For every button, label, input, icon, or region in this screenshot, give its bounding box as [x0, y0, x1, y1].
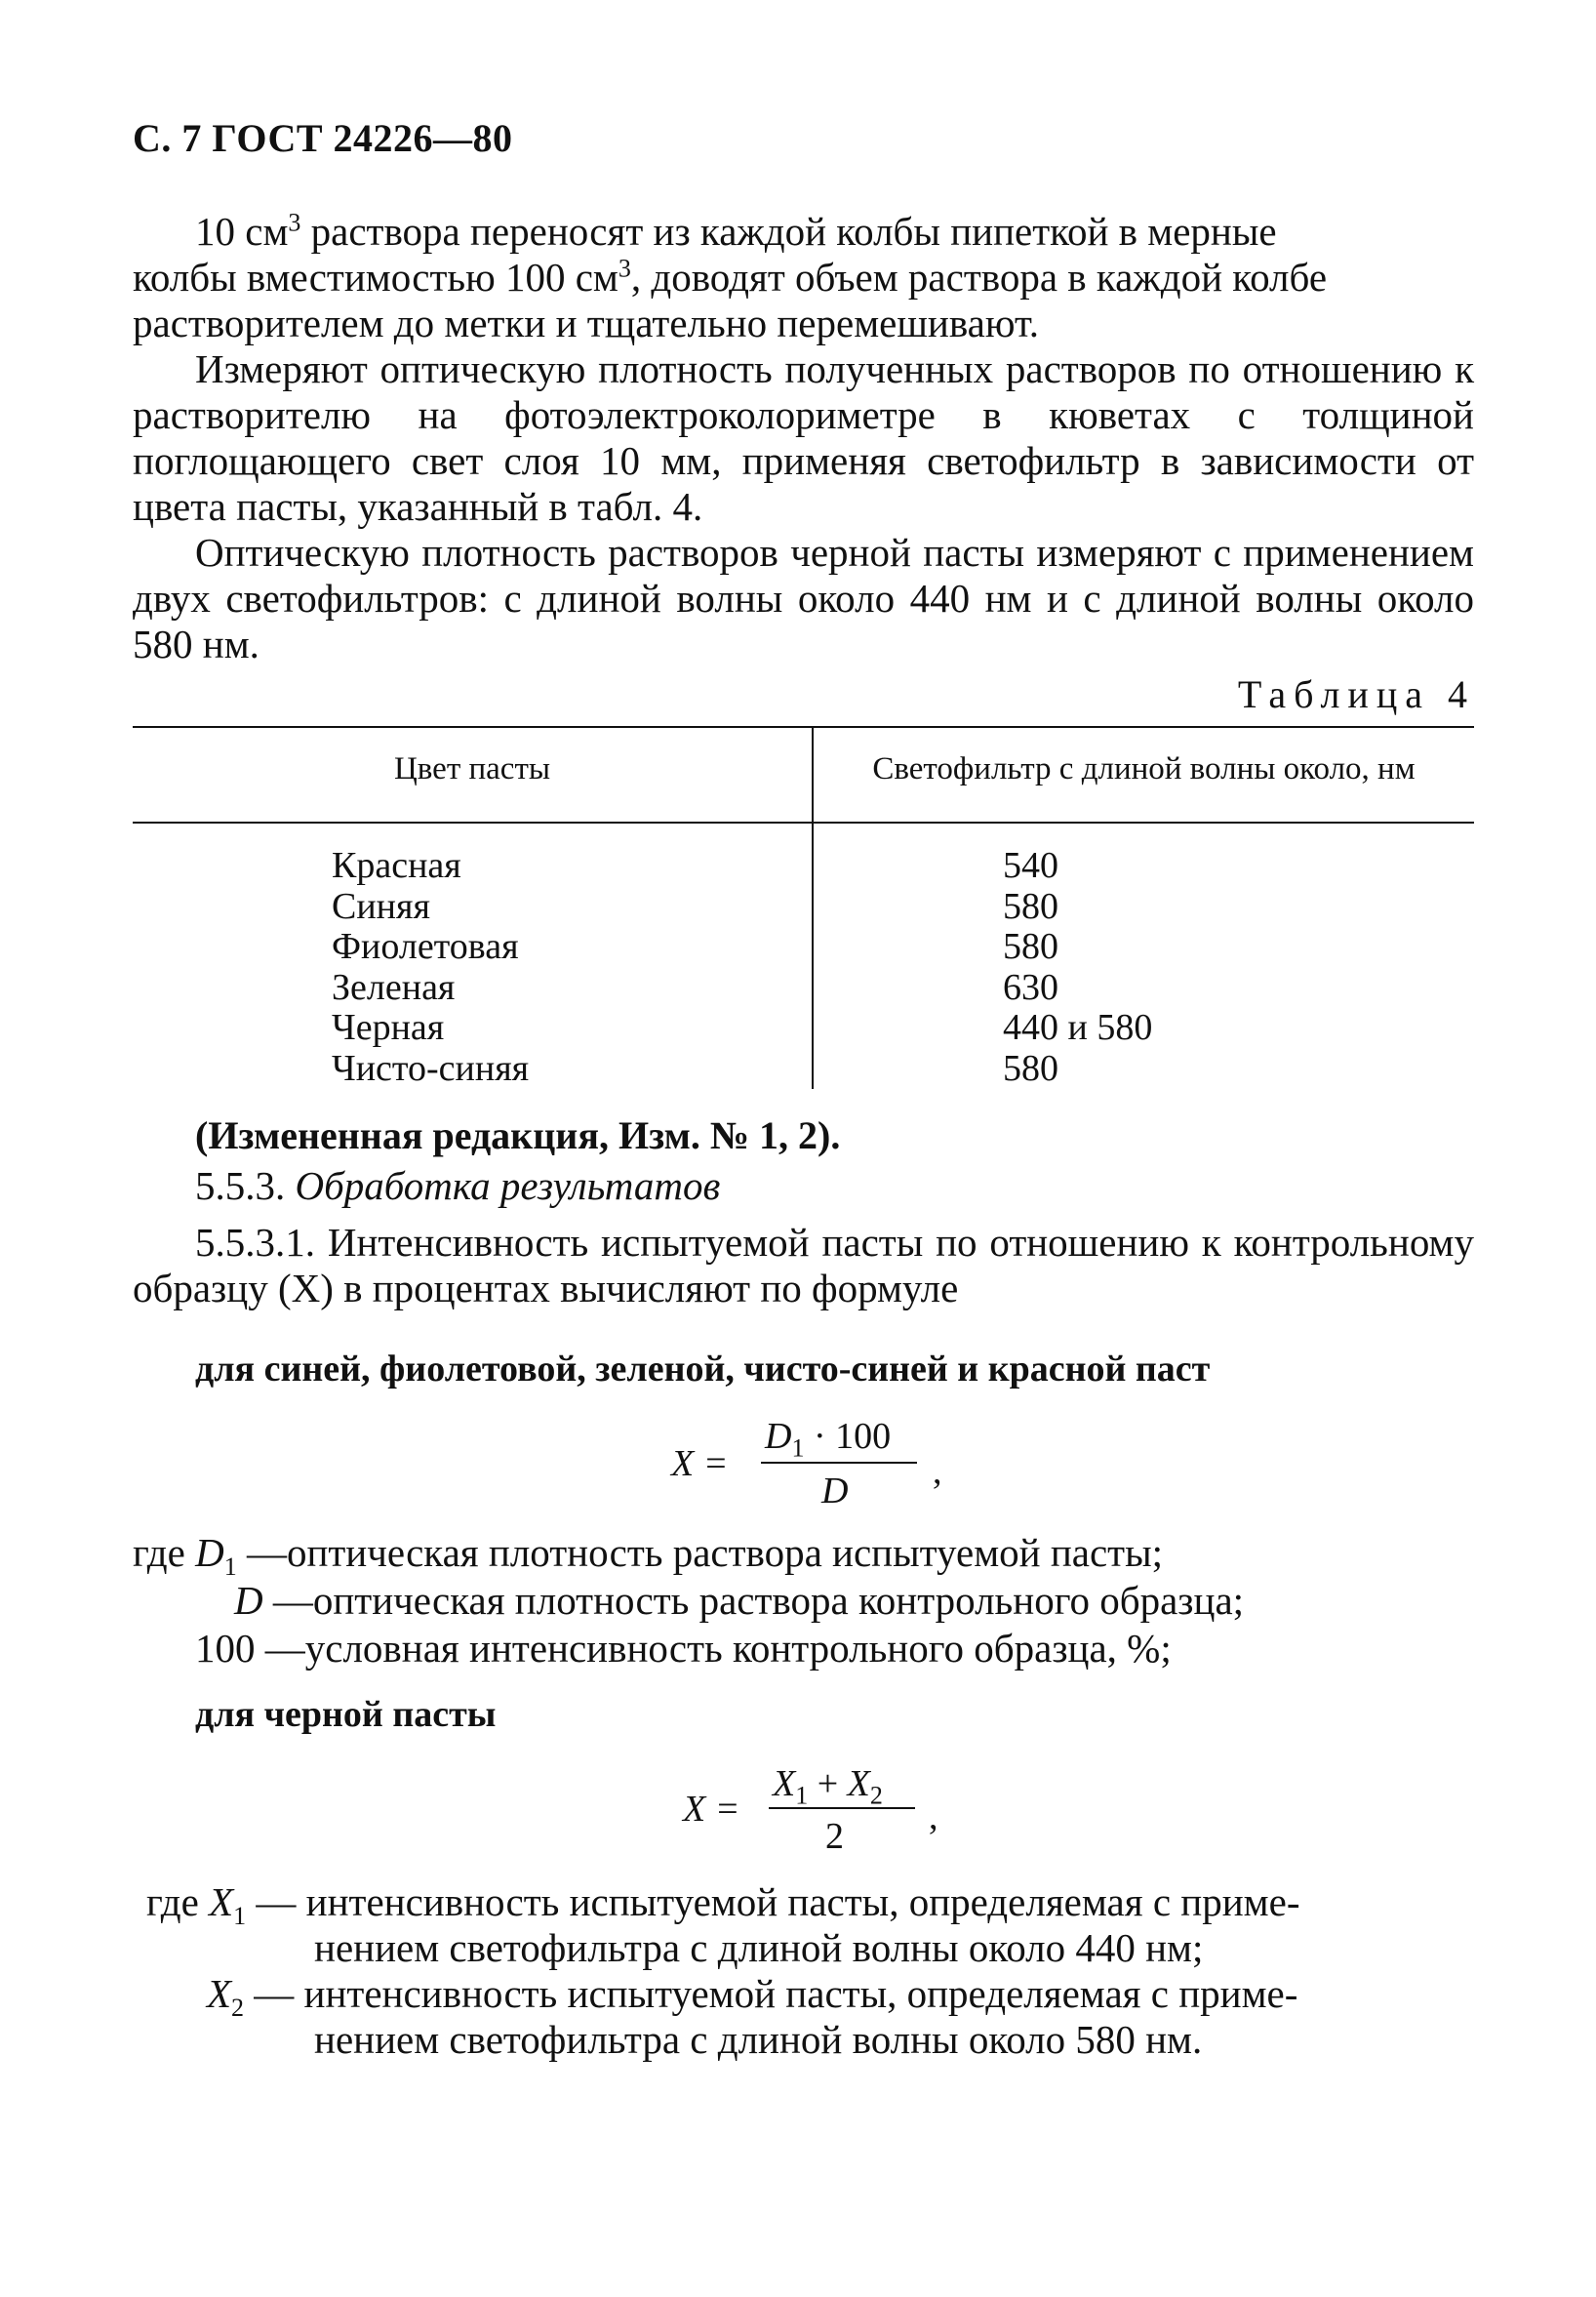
table-cell: Черная — [332, 1007, 445, 1048]
text: , доводят объем раствора в каждой колбе — [630, 255, 1328, 300]
table-column-filter — [1003, 846, 1152, 1089]
table-cell: 440 и 580 — [1003, 1007, 1153, 1048]
amendment-note: (Измененная редакция, Изм. № 1, 2). — [195, 1113, 841, 1157]
table-header-filter: Светофильтр с длиной волны около, нм — [872, 751, 1416, 786]
page-header: С. 7 ГОСТ 24226—80 — [133, 116, 513, 160]
subscript: 2 — [869, 1781, 883, 1810]
text: — интенсивность испытуемой пасты, определяемая с приме- — [246, 1879, 1300, 1924]
table-cell: 540 — [1003, 845, 1058, 886]
where-1-line-3 — [195, 1626, 1172, 1672]
table-header-rule — [133, 822, 1474, 824]
section-heading — [195, 1163, 720, 1209]
table-cell: Зеленая — [332, 966, 456, 1008]
where-2-line-2: нением светофильтра с длиной волны около 440 нм; — [314, 1925, 1204, 1970]
formula-1-denominator: D — [821, 1471, 849, 1511]
symbol: 100 — [195, 1626, 256, 1671]
symbol: X — [209, 1879, 234, 1924]
var: X — [773, 1763, 796, 1804]
table-cell: Синяя — [332, 885, 430, 927]
table-cell: 630 — [1003, 966, 1058, 1008]
formula-1-comma: , — [933, 1451, 942, 1492]
text: —оптическая плотность раствора испытуемой пасты; — [236, 1530, 1164, 1575]
text: · 100 — [804, 1416, 892, 1457]
formula-2-lhs: X = — [683, 1789, 740, 1830]
operator: + — [808, 1763, 848, 1804]
table-cell: 580 — [1003, 926, 1058, 967]
where-2-line-3 — [207, 1971, 1298, 2023]
var: D — [765, 1416, 792, 1457]
formula-2-numerator — [773, 1762, 883, 1810]
text: колбы вместимостью 100 см — [133, 255, 618, 300]
text: где — [133, 1530, 185, 1575]
subscript: 1 — [795, 1781, 809, 1810]
section-number: 5.5.3. — [195, 1163, 286, 1208]
subscript: 1 — [233, 1902, 247, 1931]
paragraph-2: Измеряют оптическую плотность полученных растворов по отношению к растворителю на фотоэлектроколориметре в кюветах с толщиной поглощающего свет слоя 10 мм, применяя светофильтр в зависимости от цвета пасты, указанный в табл. 4. — [133, 346, 1474, 529]
subscript: 1 — [791, 1433, 805, 1463]
table-header-color: Цвет пасты — [393, 751, 551, 786]
symbol: D — [195, 1530, 224, 1575]
section-title: Обработка результатов — [295, 1163, 721, 1208]
text: —оптическая плотность раствора контрольного образца; — [262, 1578, 1245, 1623]
paragraph-3: Оптическую плотность растворов черной пасты измеряют с применением двух светофильтров: с длиной волны около 440 нм и с длиной волны около 580 нм. — [133, 530, 1474, 666]
text: 10 см — [195, 209, 289, 254]
symbol: D — [234, 1578, 263, 1623]
formula-2-comma: , — [929, 1796, 938, 1837]
table-cell: Фиолетовая — [332, 926, 519, 967]
formula-2-denominator: 2 — [825, 1816, 844, 1857]
where-1-line-2 — [234, 1578, 1244, 1624]
paragraph-1-line-1 — [195, 209, 1277, 255]
table-cell: Красная — [332, 845, 461, 886]
paragraph-4: 5.5.3.1. Интенсивность испытуемой пасты по отношению к контрольному образцу (X) в процентах вычисляют по формуле — [133, 1220, 1474, 1310]
text: раствора переносят из каждой колбы пипеткой в мерные — [300, 209, 1277, 254]
formula-2-fraction-bar — [769, 1807, 915, 1809]
formula-1-fraction-bar — [761, 1462, 917, 1464]
text: — интенсивность испытуемой пасты, определяемая с приме- — [244, 1971, 1298, 2016]
table-cell: 580 — [1003, 885, 1058, 927]
where-1-line-1 — [133, 1530, 1164, 1582]
text: где — [146, 1879, 199, 1924]
formula-1-lhs: X = — [671, 1443, 729, 1484]
subheading-black-paste: для черной пасты — [195, 1694, 497, 1735]
table-top-rule — [133, 726, 1474, 728]
paragraph-1-line-3: растворителем до метки и тщательно перемешивают. — [133, 301, 1040, 345]
paragraph-1-line-2 — [133, 255, 1327, 301]
where-2-line-4: нением светофильтра с длиной волны около 580 нм. — [314, 2017, 1203, 2062]
table-caption: Таблица 4 — [1237, 672, 1475, 716]
table-column-color — [332, 846, 529, 1089]
subscript: 2 — [231, 1994, 245, 2023]
superscript: 3 — [618, 254, 631, 283]
table-cell: Чисто-синяя — [332, 1047, 530, 1089]
formula-1-numerator — [765, 1415, 892, 1463]
symbol: X — [207, 1971, 232, 2016]
subheading-colored-pastes: для синей, фиолетовой, зеленой, чисто-синей и красной паст — [195, 1349, 1211, 1390]
where-2-line-1 — [146, 1879, 1300, 1931]
text: —условная интенсивность контрольного образца, %; — [255, 1626, 1172, 1671]
subscript: 1 — [223, 1552, 237, 1582]
table-cell: 580 — [1003, 1047, 1058, 1089]
superscript: 3 — [288, 208, 301, 237]
var: X — [847, 1763, 870, 1804]
